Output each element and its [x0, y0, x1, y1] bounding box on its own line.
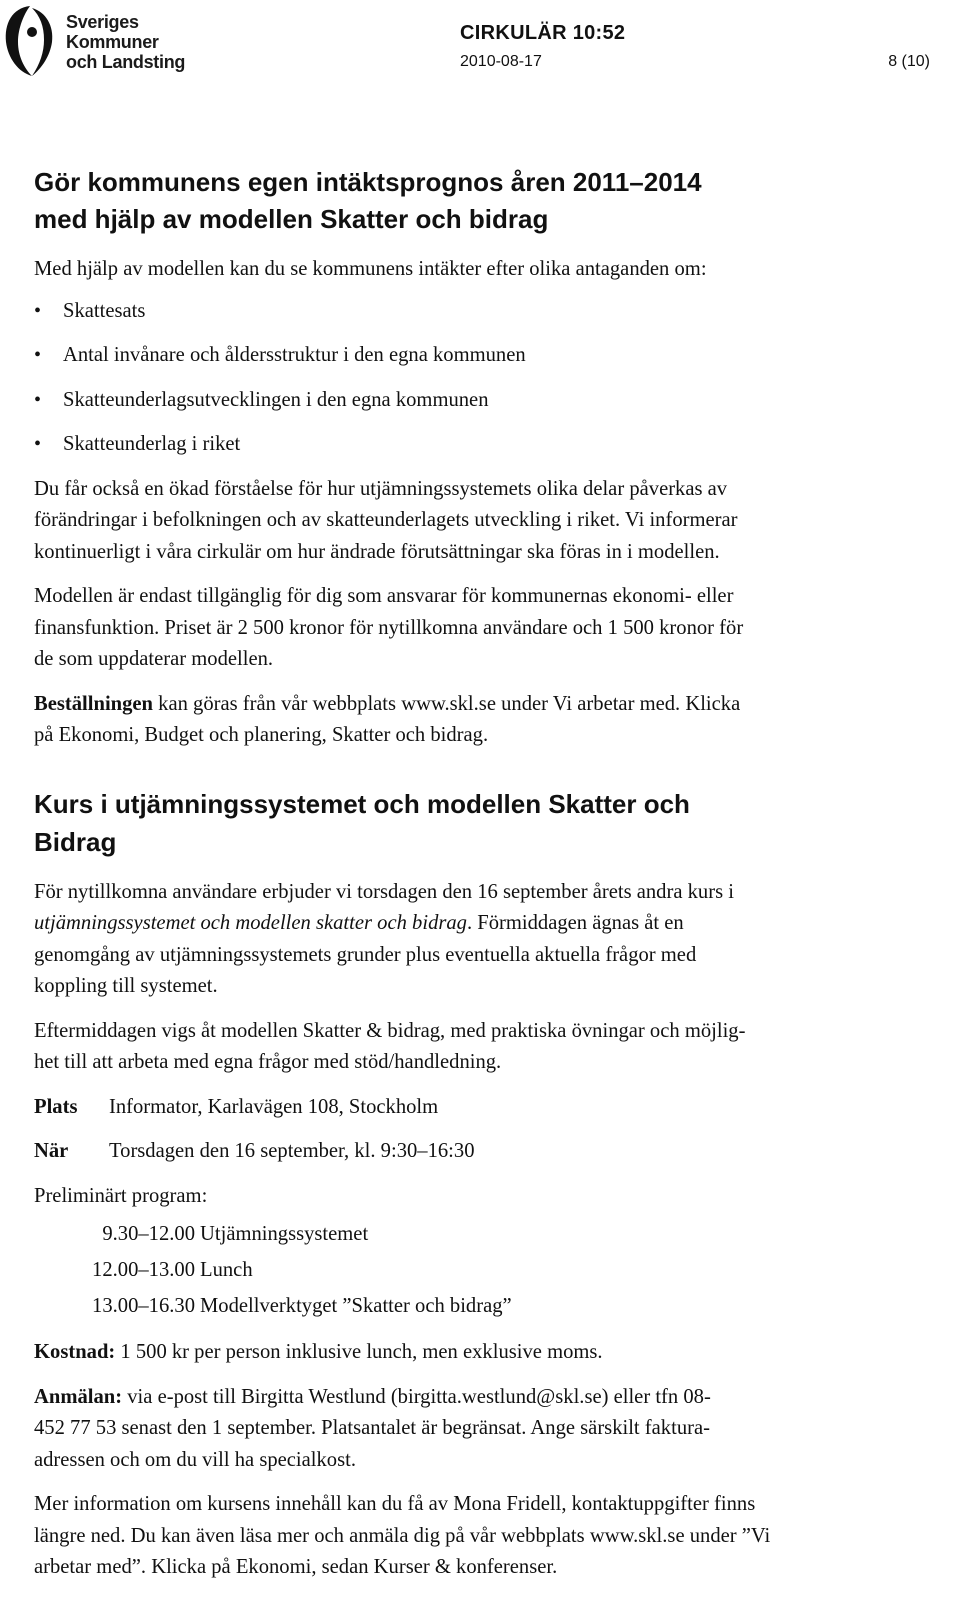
pricing-paragraph	[34, 581, 934, 676]
place-value: Informator, Karlavägen 108, Stockholm	[109, 1095, 439, 1118]
intro-text: Med hjälp av modellen kan du se kommunens intäkter efter olika antaganden om:	[34, 258, 707, 280]
list-item: • Antal invånare och åldersstruktur i den egna kommunen	[34, 340, 934, 372]
paragraph-line: finansfunktion. Priset är 2 500 kronor för nytillkomna användare och 1 500 kronor för	[34, 616, 744, 639]
paragraph-line: längre ned. Du kan även läsa mer och anmäla dig på vår webbplats www.skl.se under ”Vi	[34, 1524, 771, 1547]
logo-line-3: och Landsting	[66, 52, 186, 72]
paragraph-line: på Ekonomi, Budget och planering, Skatter och bidrag.	[34, 724, 489, 746]
paragraph-line: Mer information om kursens innehåll kan du få av Mona Fridell, kontaktuppgifter finns	[34, 1493, 756, 1515]
program-item	[64, 1216, 934, 1252]
cost-label: Kostnad:	[34, 1341, 116, 1363]
list-item: • Skattesats	[34, 296, 934, 328]
section-1-heading-line-1: Gör kommunens egen intäktsprognos åren 2011–2014	[34, 167, 702, 197]
when-value: Torsdagen den 16 september, kl. 9:30–16:30	[109, 1140, 475, 1162]
paragraph-line: För nytillkomna användare erbjuder vi torsdagen den 16 september årets andra kurs i	[34, 880, 734, 903]
paragraph-line	[34, 908, 934, 940]
signup-label: Anmälan:	[34, 1385, 123, 1408]
document-body	[34, 164, 934, 1584]
program-item	[64, 1288, 934, 1324]
when-label: När	[34, 1140, 69, 1162]
circular-number: CIRKULÄR 10:52	[460, 22, 626, 44]
paragraph-line: 452 77 53 senast den 1 september. Platsantalet är begränsat. Ange särskilt faktura-	[34, 1417, 710, 1439]
skl-emblem-icon	[2, 2, 62, 80]
program-time: 13.00–16.30	[92, 1295, 195, 1317]
assumption-list	[34, 296, 934, 461]
list-item: • Skatteunderlagsutvecklingen i den egna kommunen	[34, 385, 934, 417]
paragraph-line: arbetar med”. Klicka på Ekonomi, sedan Kurser & konferenser.	[34, 1556, 558, 1578]
signup-text: via e-post till Birgitta Westlund (birgitta.westlund@skl.se) eller tfn 08-	[122, 1385, 711, 1408]
program-item	[64, 1252, 934, 1288]
paragraph-line	[34, 1382, 934, 1414]
when-row	[34, 1136, 934, 1168]
logo-wordmark	[66, 12, 185, 72]
place-label: Plats	[34, 1095, 78, 1118]
course-title: utjämningssystemet och modellen skatter och bidrag	[34, 912, 467, 934]
paragraph-line: förändringar i befolkningen och av skatteunderlagets utveckling i riket. Vi informerar	[34, 509, 738, 531]
paragraph-line: de som uppdaterar modellen.	[34, 648, 274, 670]
order-label: Beställningen	[34, 692, 154, 715]
signup-paragraph	[34, 1382, 934, 1477]
paragraph-line: het till att arbeta med egna frågor med stöd/handledning.	[34, 1051, 502, 1073]
paragraph-line: koppling till systemet.	[34, 975, 218, 997]
paragraph-line: Du får också en ökad förståelse för hur utjämningssystemets olika delar påverkas av	[34, 477, 728, 500]
course-paragraph	[34, 877, 934, 1003]
cost-value: 1 500 kr per person inklusive lunch, men exklusive moms.	[115, 1341, 603, 1363]
program-activity: Utjämningssystemet	[200, 1223, 369, 1245]
paragraph-line: Eftermiddagen vigs åt modellen Skatter & bidrag, med praktiska övningar och möjlig-	[34, 1019, 746, 1042]
logo-line-1: Sveriges	[66, 12, 139, 32]
program-title: Preliminärt program:	[34, 1184, 208, 1207]
logo-line-2: Kommuner	[66, 32, 159, 52]
section-2-heading-line-2: Bidrag	[34, 826, 117, 857]
paragraph-line: Modellen är endast tillgänglig för dig som ansvarar för kommunernas ekonomi- eller	[34, 585, 734, 607]
program-time: 12.00–13.00	[92, 1259, 195, 1281]
program-list	[64, 1216, 934, 1324]
paragraph-line: kontinuerligt i våra cirkulär om hur ändrade förutsättningar ska föras in i modellen.	[34, 540, 720, 563]
place-row	[34, 1092, 934, 1124]
section-1-heading-line-2: med hjälp av modellen Skatter och bidrag	[34, 204, 549, 234]
program-activity: Lunch	[200, 1259, 253, 1281]
order-text: kan göras från vår webbplats www.skl.se under Vi arbetar med. Klicka	[153, 692, 741, 715]
section-1-heading	[34, 164, 934, 238]
course-text: . Förmiddagen ägnas åt en	[466, 912, 684, 934]
order-paragraph	[34, 689, 934, 752]
afternoon-paragraph	[34, 1016, 934, 1079]
circular-date: 2010-08-17	[460, 53, 542, 70]
section-2-heading	[34, 785, 934, 861]
paragraph-line	[34, 689, 934, 721]
cost-line	[34, 1337, 934, 1369]
paragraph-line: genomgång av utjämningssystemets grunder plus eventuella aktuella frågor med	[34, 943, 697, 966]
program-time: 9.30–12.00	[102, 1223, 195, 1245]
more-info-paragraph	[34, 1489, 934, 1584]
section-2-heading-line-1: Kurs i utjämningssystemet och modellen Skatter och	[34, 788, 690, 819]
program-activity: Modellverktyget ”Skatter och bidrag”	[200, 1295, 512, 1317]
list-item: • Skatteunderlag i riket	[34, 429, 934, 461]
page-number: 8 (10)	[888, 53, 930, 70]
paragraph-line: adressen och om du vill ha specialkost.	[34, 1448, 356, 1471]
understanding-paragraph	[34, 474, 934, 569]
skl-logo	[2, 2, 202, 80]
